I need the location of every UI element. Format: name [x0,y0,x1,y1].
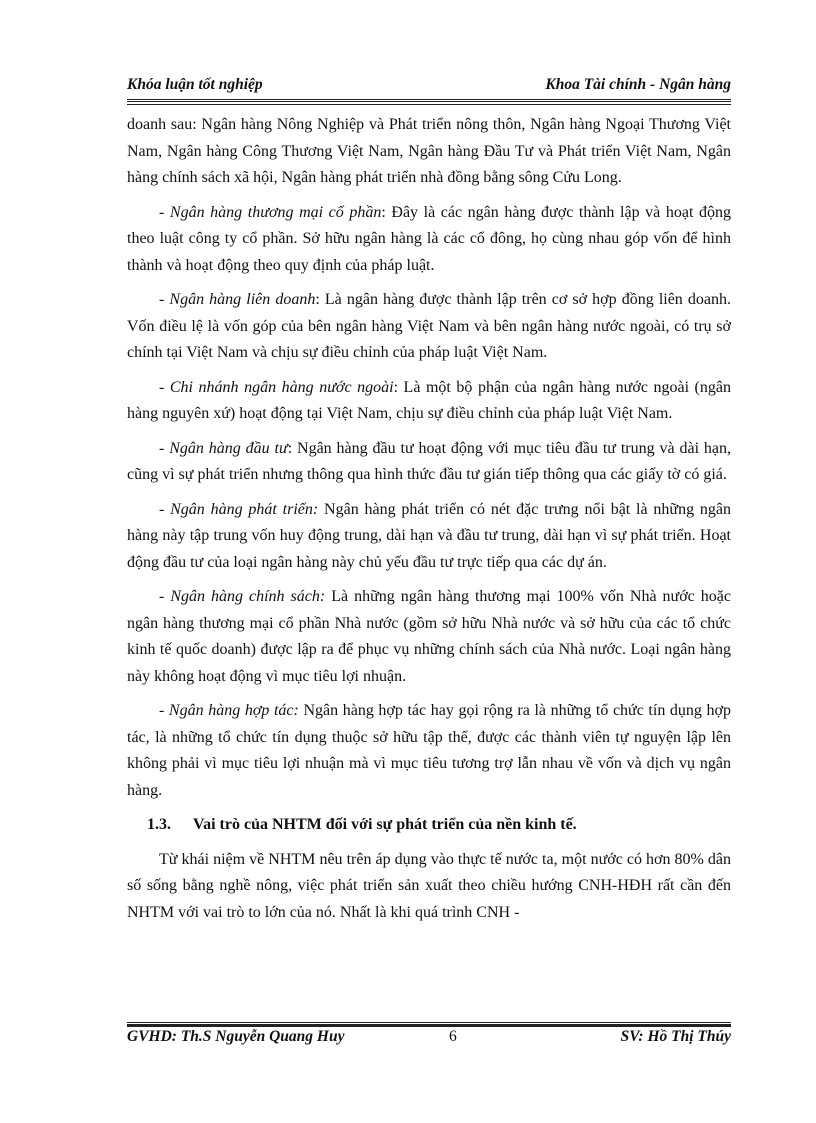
definition: Là những ngân hàng thương mại 100% vốn Nhà nước hoặc ngân hàng thương mại cổ phần Nhà nước (gồm sở hữu Nhà nước và sở hữu của các tổ chức kinh tế quốc doanh) được lập ra để phục vụ những chính sách của Nhà nước. Loại ngân hàng này không hoạt động vì mục tiêu lợi nhuận. [127,588,731,685]
paragraph-cooperative-bank [127,698,731,804]
footer-supervisor: GVHD: Th.S Nguyễn Quang Huy [127,1028,345,1045]
header-thesis-title: Khóa luận tốt nghiệp [127,76,263,93]
paragraph-continuation: doanh sau: Ngân hàng Nông Nghiệp và Phát triển nông thôn, Ngân hàng Ngoại Thương Việt Nam, Ngân hàng Công Thương Việt Nam, Ngân hàng Đầu Tư và Phát triển Việt Nam, Ngân hàng chính sách xã hội, Ngân hàng phát triển nhà đồng bằng sông Cửu Long. [127,116,731,186]
paragraph-intro: Từ khái niệm về NHTM nêu trên áp dụng vào thực tế nước ta, một nước có hơn 80% dân số sống bằng nghề nông, việc phát triển sản xuất theo chiều hướng CNH-HĐH rất cần đến NHTM với vai trò to lớn của nó. Nhất là khi quá trình CNH - [127,850,731,921]
paragraph-joint-stock-bank [127,200,731,280]
footer-student: SV: Hồ Thị Thúy [620,1028,731,1045]
paragraph-joint-venture-bank [127,287,731,367]
term: - Ngân hàng liên doanh [159,291,316,308]
term: - Chi nhánh ngân hàng nước ngoài [159,378,394,396]
definition: Ngân hàng hợp tác hay gọi rộng ra là những tổ chức tín dụng hợp tác, là những tổ chức tín dụng thuộc sở hữu tập thể, được các thành viên tự nguyện lập lên không phải vì mục tiêu lợi nhuận mà vì mục tiêu tương trợ lẫn nhau về vốn và dịch vụ ngân hàng. [127,702,731,799]
definition: : Là ngân hàng được thành lập trên cơ sở hợp đồng liên doanh. Vốn điều lệ là vốn góp của bên ngân hàng Việt Nam và bên ngân hàng nước ngoài, có trụ sở chính tại Việt Nam và chịu sự điều chỉnh của pháp luật Việt Nam. [127,291,731,361]
paragraph-policy-bank [127,584,731,690]
header-faculty: Khoa Tài chính - Ngân hàng [545,76,731,93]
term: - Ngân hàng chính sách: [159,588,326,605]
definition: : Ngân hàng đầu tư hoạt động với mục tiêu đầu tư trung và dài hạn, cũng vì sự phát triển nhưng thông qua hình thức đầu tư gián tiếp thông qua các giấy tờ có giá. [127,439,732,483]
section-number: 1.3. [147,816,171,833]
page-body [127,112,731,934]
definition: : Là một bộ phận của ngân hàng nước ngoài (ngân hàng nguyên xứ) hoạt động tại Việt Nam, chịu sự điều chỉnh của pháp luật Việt Nam. [127,378,731,422]
paragraph-investment-bank [127,436,731,489]
definition: : Đây là các ngân hàng được thành lập và hoạt động theo luật công ty cổ phần. Sở hữu ngân hàng là các cổ đông, họ cùng nhau góp vốn để hình thành và hoạt động theo quy định của pháp luật. [127,203,731,274]
term: - Ngân hàng phát triển: [159,500,319,518]
term: - Ngân hàng đầu tư [159,439,288,457]
term: - Ngân hàng thương mại cổ phần [159,203,382,221]
section-title: Vai trò của NHTM đối với sự phát triển của nền kinh tế. [193,816,577,833]
section-heading [127,812,731,839]
term: - Ngân hàng hợp tác: [159,702,299,719]
paragraph-development-bank [127,497,731,577]
page-number: 6 [449,1028,457,1045]
header-rule [127,99,731,105]
page-footer [127,1028,731,1050]
footer-rule [127,1022,731,1027]
page-header [127,76,731,98]
paragraph-foreign-branch [127,375,731,428]
definition: Ngân hàng phát triển có nét đặc trưng nổi bật là những ngân hàng này tập trung vốn huy động trung, dài hạn và đầu tư trung, dài hạn vì sự phát triển. Hoạt động đầu tư của loại ngân hàng này chủ yếu đầu tư trực tiếp qua các dự án. [127,500,731,571]
